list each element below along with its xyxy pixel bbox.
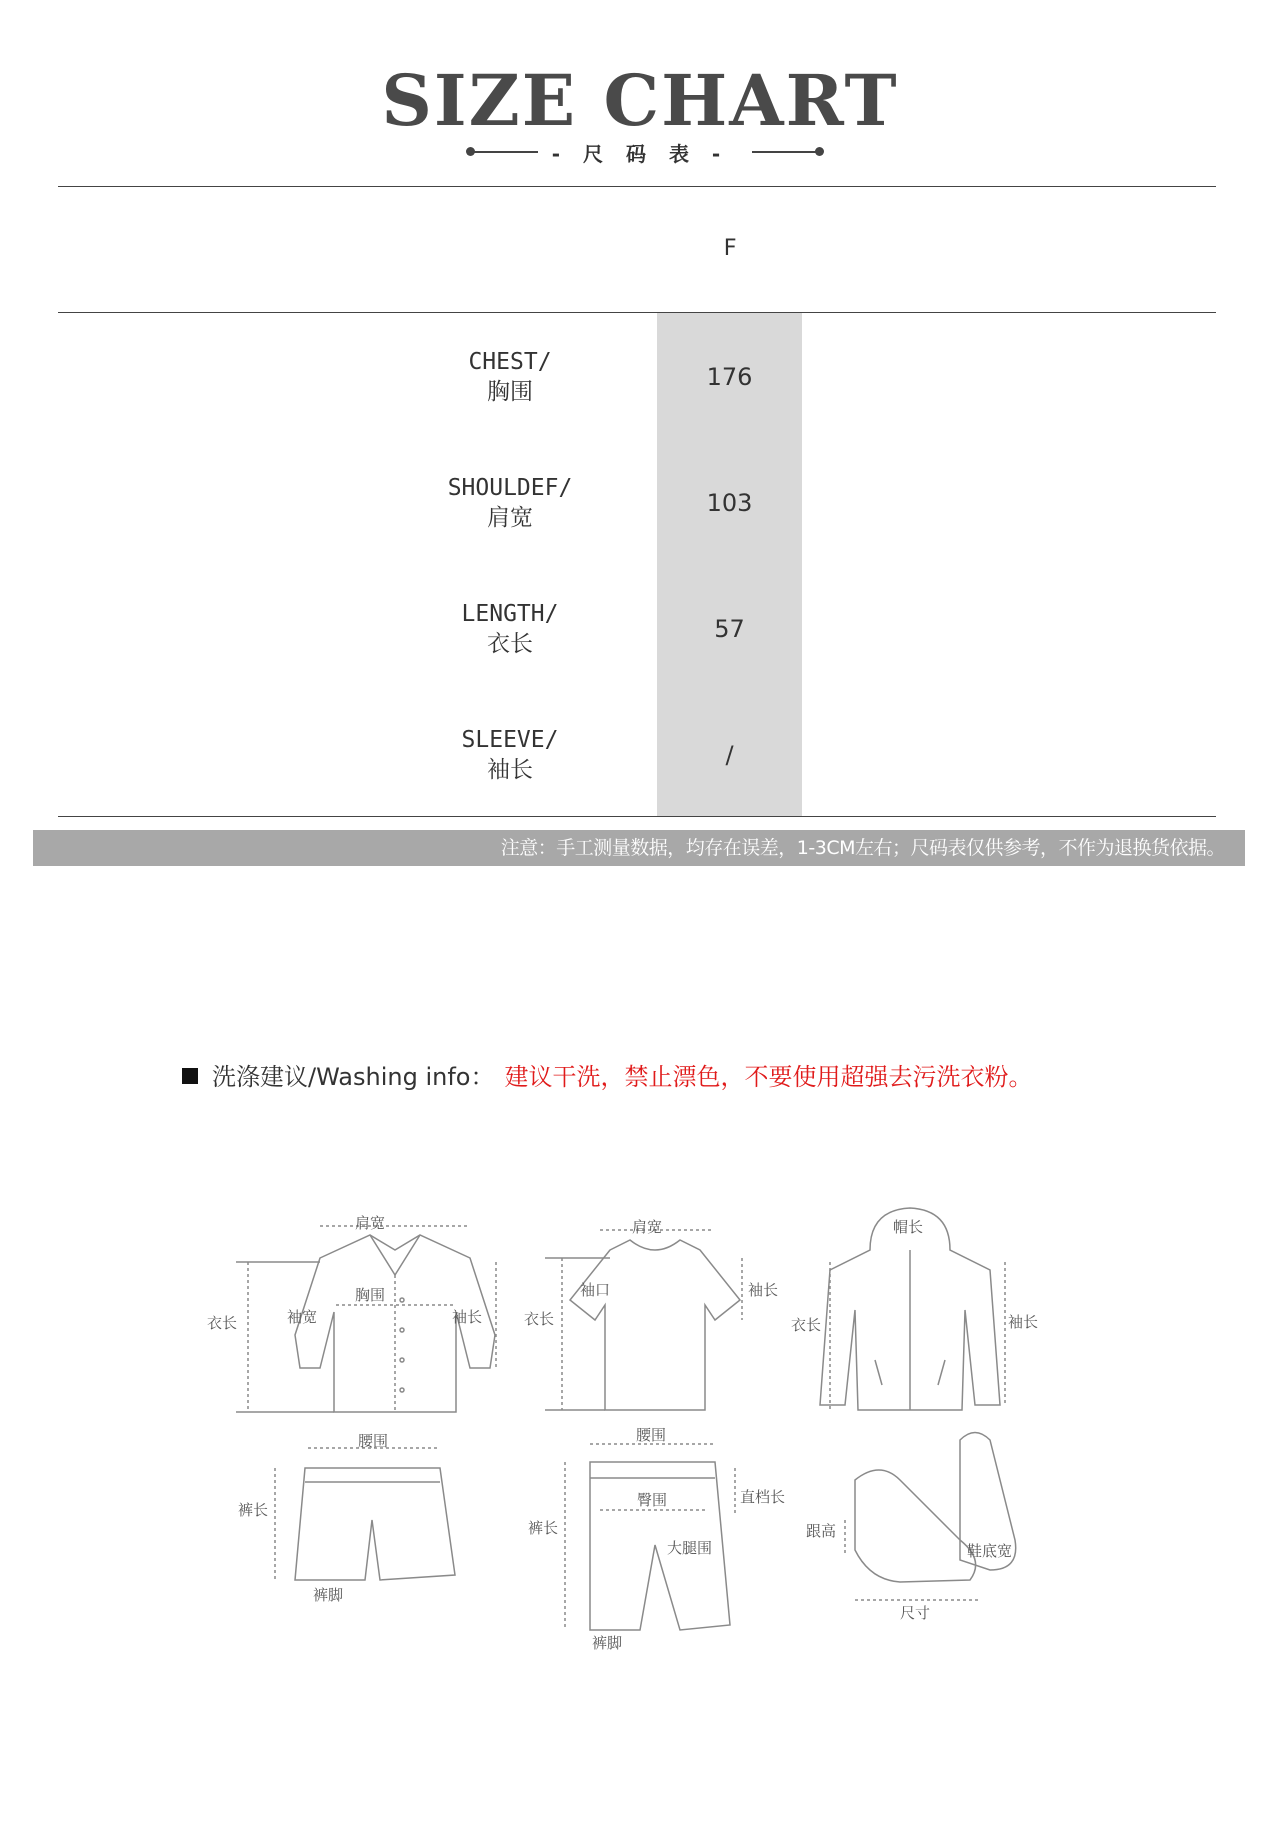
tshirt-shoulder-label: 肩宽 bbox=[632, 1218, 663, 1236]
row-value-length: 57 bbox=[714, 615, 745, 643]
shorts-hem-label: 裤脚 bbox=[313, 1586, 344, 1604]
row-label-cn: 袖长 bbox=[487, 757, 533, 783]
row-value-chest: 176 bbox=[706, 363, 753, 391]
row-label-en: SLEEVE/ bbox=[461, 727, 559, 753]
pants-hip-label: 臀围 bbox=[637, 1491, 668, 1509]
tshirt-diagram-icon bbox=[545, 1230, 742, 1410]
row-label-cn: 衣长 bbox=[487, 631, 533, 657]
shirt-shoulder-label: 肩宽 bbox=[355, 1214, 386, 1232]
row-label-cn: 胸围 bbox=[487, 379, 533, 405]
pants-waist-label: 腰围 bbox=[636, 1426, 667, 1444]
washing-label: 洗涤建议/Washing info： bbox=[212, 1063, 495, 1091]
hoodie-diagram-icon bbox=[820, 1208, 1005, 1410]
pants-rise-label: 直档长 bbox=[740, 1488, 786, 1506]
shirt-sleeve-width-label: 袖宽 bbox=[287, 1308, 318, 1326]
shirt-sleeve-label: 袖长 bbox=[452, 1308, 483, 1326]
row-label-en: CHEST/ bbox=[468, 349, 552, 375]
pants-hem-label: 裤脚 bbox=[592, 1634, 623, 1652]
page-title: SIZE CHART bbox=[381, 59, 899, 142]
tshirt-length-label: 衣长 bbox=[524, 1310, 555, 1328]
shoes-size-label: 尺寸 bbox=[900, 1604, 931, 1622]
hoodie-hood-label: 帽长 bbox=[893, 1218, 924, 1236]
shoes-width-label: 鞋底宽 bbox=[967, 1542, 1013, 1560]
pants-thigh-label: 大腿围 bbox=[667, 1539, 713, 1557]
shoes-diagram-icon bbox=[845, 1433, 1016, 1601]
shorts-waist-label: 腰围 bbox=[358, 1432, 389, 1450]
washing-advice: 建议干洗，禁止漂色，不要使用超强去污洗衣粉。 bbox=[504, 1063, 1033, 1091]
shorts-diagram-icon bbox=[275, 1448, 455, 1580]
size-column-header: F bbox=[723, 236, 737, 261]
shoes-heel-label: 跟高 bbox=[806, 1522, 837, 1540]
pants-diagram-icon bbox=[565, 1444, 735, 1630]
shirt-chest-label: 胸围 bbox=[355, 1286, 386, 1304]
row-value-sleeve: / bbox=[725, 741, 734, 769]
tshirt-cuff-label: 袖口 bbox=[580, 1281, 611, 1299]
row-value-shoulder: 103 bbox=[706, 489, 753, 517]
shirt-length-label: 衣长 bbox=[207, 1314, 238, 1332]
measurement-note: 注意：手工测量数据，均存在误差，1-3CM左右；尺码表仅供参考，不作为退换货依据。 bbox=[500, 837, 1225, 859]
shorts-length-label: 裤长 bbox=[238, 1501, 269, 1519]
hoodie-length-label: 衣长 bbox=[791, 1316, 822, 1334]
row-label-cn: 肩宽 bbox=[487, 505, 533, 531]
page-subtitle: - 尺 码 表 - bbox=[551, 142, 729, 166]
hoodie-sleeve-label: 袖长 bbox=[1008, 1313, 1039, 1331]
tshirt-sleeve-label: 袖长 bbox=[748, 1281, 779, 1299]
row-label-en: SHOULDEF/ bbox=[447, 475, 573, 501]
row-label-en: LENGTH/ bbox=[461, 601, 559, 627]
pants-length-label: 裤长 bbox=[528, 1519, 559, 1537]
